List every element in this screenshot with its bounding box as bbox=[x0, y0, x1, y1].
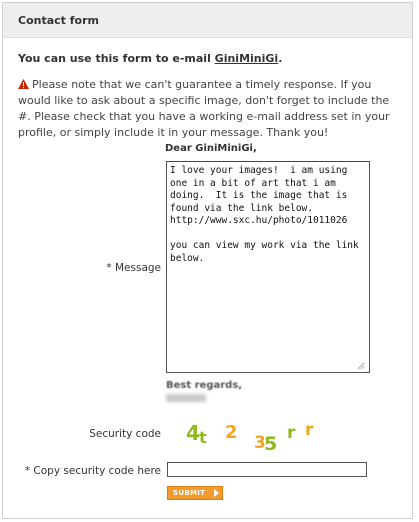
notice-message: Please note that we can't guarantee a timely response. If you would like to ask about a specific image, don't forget to include the #. Please check that you have a working e-mail address set in your profile, or simply include it in your message. Thank you! bbox=[18, 78, 390, 139]
security-code-input[interactable] bbox=[167, 462, 367, 477]
greeting: Dear GiniMiniGi, bbox=[165, 143, 257, 154]
svg-text:5: 5 bbox=[264, 433, 278, 454]
intro-prefix: You can use this form to e-mail bbox=[18, 52, 215, 65]
blurred-signature bbox=[166, 394, 206, 402]
recipient-profile-link[interactable]: GiniMiniGi bbox=[214, 52, 279, 65]
captcha-image bbox=[182, 418, 327, 454]
svg-text:r: r bbox=[305, 420, 314, 440]
svg-text:t: t bbox=[199, 428, 207, 447]
svg-text:2: 2 bbox=[225, 422, 238, 443]
panel-header bbox=[3, 3, 412, 38]
svg-text:3: 3 bbox=[254, 433, 266, 453]
resize-grip-icon[interactable] bbox=[355, 360, 365, 370]
svg-text:4: 4 bbox=[186, 421, 200, 445]
warning-triangle-icon bbox=[18, 79, 29, 89]
message-textarea[interactable] bbox=[166, 161, 370, 373]
submit-label: SUBMIT bbox=[173, 489, 206, 497]
copy-code-label: * Copy security code here bbox=[24, 465, 161, 477]
security-code-label: Security code bbox=[89, 428, 161, 440]
arrow-right-icon bbox=[214, 489, 219, 497]
intro-line bbox=[18, 52, 282, 65]
message-label: * Message bbox=[106, 262, 161, 274]
intro-suffix: . bbox=[278, 52, 283, 65]
panel-title: Contact form bbox=[18, 14, 99, 27]
submit-button[interactable] bbox=[167, 486, 223, 500]
svg-text:r: r bbox=[287, 423, 296, 443]
notice-text bbox=[18, 77, 404, 141]
regards: Best regards, bbox=[166, 380, 243, 391]
